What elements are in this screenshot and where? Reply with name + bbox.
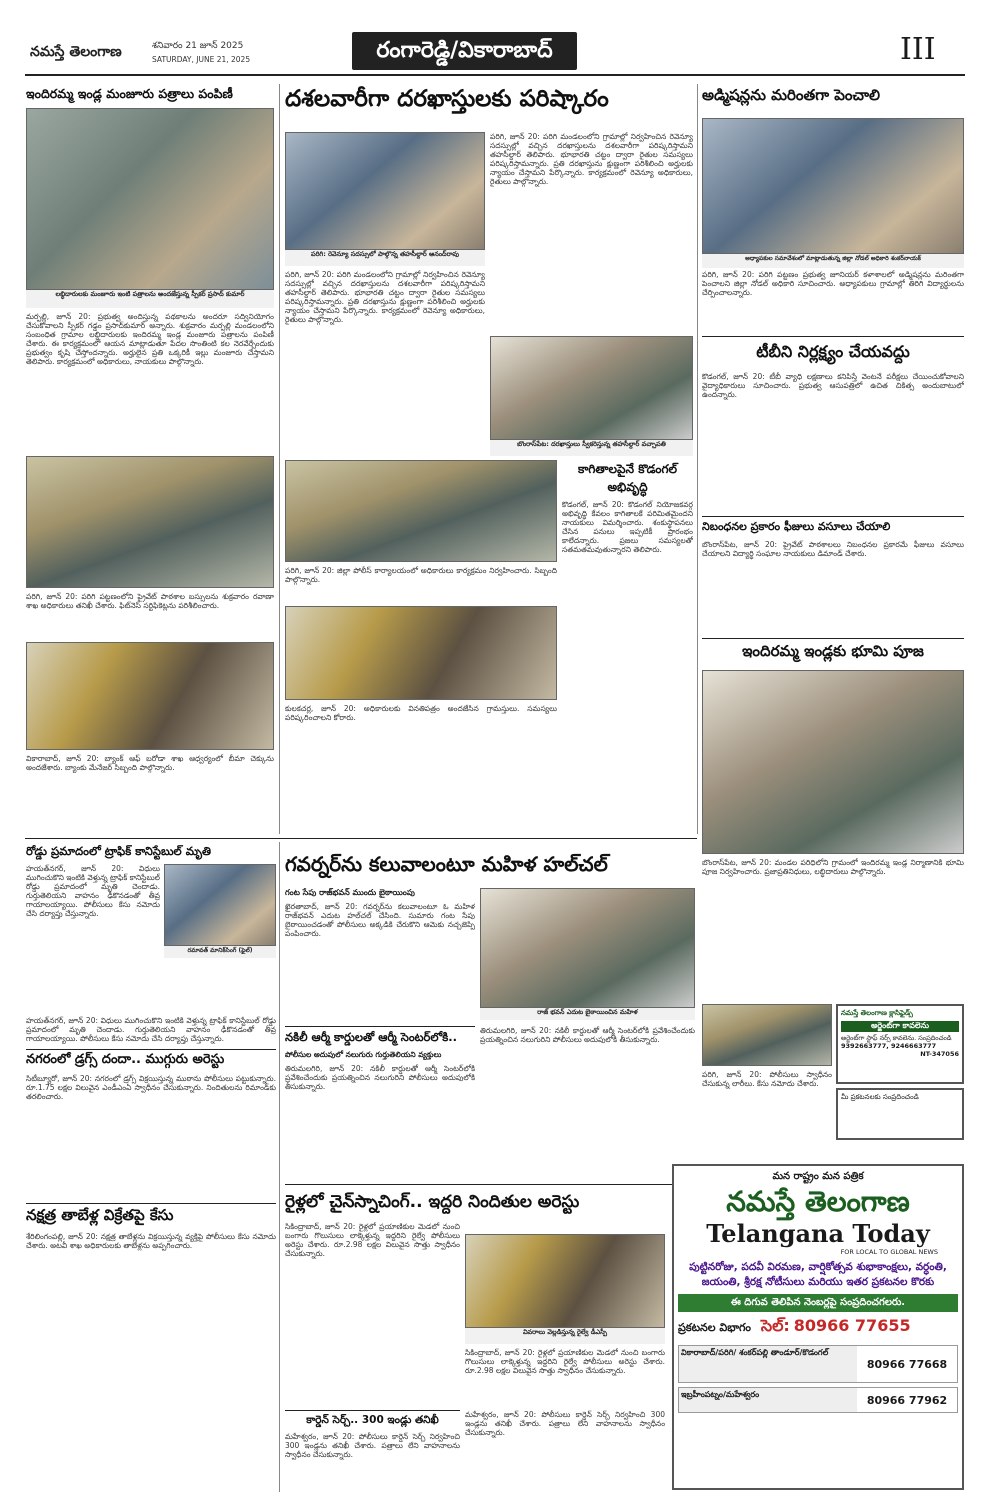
page-number: III [900, 32, 936, 67]
story-army [285, 1030, 475, 1047]
classified-code: NT-347056 [920, 1050, 959, 1058]
column-divider [279, 84, 280, 834]
story-tortoise [26, 1206, 276, 1228]
photo-admissions [702, 118, 964, 254]
classified-box [836, 1004, 964, 1084]
article-body: మర్పల్లి, జూన్ 20: ప్రభుత్వ అందిస్తున్న పథకాలను అందరూ సద్వినియోగం చేసుకోవాలని స్పీకర్ గడ్డం ప్రసాద్‌కుమార్ అన్నారు. శుక్రవారం మర్పల్లి మండలంలోని సంబంధిత గ్రామాల లబ్ధిదారులకు ఇందిరమ్మ ఇండ్ల మంజూరు పత్రాలను పంపిణీ చేశారు. ఈ కార్యక్రమంలో ఆయన మాట్లాడుతూ పేదల సొంతింటి కల నెరవేర్చేందుకు ప్రభుత్వం కృషి చేస్తోందన్నారు. అర్హులైన ప్రతి ఒక్కరికీ ఇల్లు మంజూరు చేస్తామని తెలిపారు. కార్యక్రమంలో అధికారులు, నాయకులు పాల్గొన్నారు. [26, 312, 274, 366]
article-body: మహేశ్వరం, జూన్ 20: పోలీసులు కార్డెన్ సెర్చ్ నిర్వహించి 300 ఇండ్లను తనిఖీ చేశారు. పత్రాలు లేని వాహనాలను స్వాధీనం చేసుకున్నారు. [465, 1410, 665, 1437]
ad-row [678, 1387, 958, 1413]
section-rule [25, 838, 697, 839]
story-cordon [285, 1414, 460, 1429]
photo-kulkacharla [285, 606, 557, 700]
headline: కాగితాలపైనే కొడంగల్ అభివృద్ధి [578, 462, 677, 494]
classified-notice [836, 1088, 964, 1140]
article-body: సికింద్రాబాద్, జూన్ 20: రైళ్లలో ప్రయాణికుల మెడలో నుంచి బంగారు గొలుసులు లాక్కెళ్తున్న ఇద్దరిని రైల్వే పోలీసులు అరెస్టు చేశారు. రూ.2.98 లక్షల విలువైన సొత్తు స్వాధీనం చేసుకున్నారు. [465, 1348, 665, 1375]
headline: టీబీని నిర్లక్ష్యం చేయవద్దు [756, 342, 910, 361]
headline: కార్డెన్ సెర్చ్.. 300 ఇండ్లు తనిఖీ [306, 1414, 439, 1426]
article-body: మహేశ్వరం, జూన్ 20: పోలీసులు కార్డెన్ సెర్చ్ నిర్వహించి 300 ఇండ్లను తనిఖీ చేశారు. పత్రాలు లేని వాహనాలను స్వాధీనం చేసుకున్నారు. [285, 1432, 460, 1459]
photo-bank [26, 642, 274, 750]
article-body: పరిగి, జూన్ 20: పరిగి పట్టణంలోని ప్రైవేట్ పాఠశాల బస్సులను శుక్రవారం రవాణా శాఖ అధికారులు తనిఖీ చేశారు. ఫిట్‌నెస్ సర్టిఫికెట్లను పరిశీలించారు. [26, 592, 274, 610]
caption: రాజ్ భవన్ ఎదుట బైఠాయించిన మహిళ [480, 1008, 695, 1020]
story-rule [702, 516, 964, 517]
caption: లబ్ధిదారులకు మంజూరు ఇంటి పత్రాలను అందజేస్తున్న స్పీకర్ ప్రసాద్ కుమార్ [26, 290, 274, 308]
article-body: సికింద్రాబాద్, జూన్ 20: రైళ్లలో ప్రయాణికుల మెడలో నుంచి బంగారు గొలుసులు లాక్కెళ్తున్న ఇద్దరిని రైల్వే పోలీసులు అరెస్టు చేశారు. రూ.2.98 లక్షల విలువైన సొత్తు స్వాధీనం చేసుకున్నారు. [285, 1222, 460, 1258]
headline: రోడ్డు ప్రమాదంలో ట్రాఫిక్ కానిస్టేబుల్ మృతి [26, 844, 212, 858]
ad-row-area: వికారాబాద్/పరిగి/ శంకర్‌పల్లి తాండూర్/కొడంగల్ [679, 1346, 857, 1382]
article-body: బొంరాస్‌పేట, జూన్ 20: మండల పరిధిలోని గ్రామంలో ఇందిరమ్మ ఇండ్ల నిర్మాణానికి భూమి పూజ నిర్వహించారు. ప్రజాప్రతినిధులు, లబ్ధిదారులు పాల్గొన్నారు. [702, 858, 964, 876]
headline: గవర్నర్‌ను కలువాలంటూ మహిళ హల్‌చల్ [285, 852, 608, 876]
classified-brand: నమస్తే తెలంగాణ క్లాసిఫైడ్స్ [841, 1009, 913, 1017]
ad-row-phone: 80966 77668 [866, 1357, 948, 1371]
article-body: కొడంగల్, జూన్ 20: టీబీ వ్యాధి లక్షణాలు కనిపిస్తే వెంటనే పరీక్షలు చేయించుకోవాలని వైద్యాధికారులు సూచించారు. ప్రభుత్వ ఆసుపత్రిలో ఉచిత చికిత్స అందుబాటులో ఉందన్నారు. [702, 372, 964, 399]
ad-dept-row [678, 1316, 958, 1339]
masthead-date [152, 40, 250, 66]
story-accident [26, 844, 276, 861]
article-body: పరిగి, జూన్ 20: పరిగి మండలంలోని గ్రామాల్లో నిర్వహించిన రెవెన్యూ సదస్సుల్లో వచ్చిన దరఖాస్తులను దశలవారీగా పరిష్కరిస్తామని తహసీల్దార్ తెలిపారు. భూభారతి చట్టం ద్వారా రైతుల సమస్యలు పరిష్కరిస్తామన్నారు. ప్రతి దరఖాస్తును క్షుణ్ణంగా పరిశీలించి అర్హులకు న్యాయం చేస్తామని పేర్కొన్నారు. కార్యక్రమంలో రెవెన్యూ అధికారులు, రైతులు పాల్గొన్నారు. [490, 132, 693, 186]
masthead-date-te: శనివారం 21 జూన్ 2025 [152, 41, 244, 51]
headline: ఇందిరమ్మ ఇండ్ల మంజూరు పత్రాలు పంపిణీ [26, 86, 233, 101]
story-rule [702, 638, 964, 639]
ad-brand-sub: FOR LOCAL TO GLOBAL NEWS [840, 1248, 938, 1256]
kicker: గంట సేపు రాజ్‌భవన్ ముందు బైఠాయింపు [285, 888, 415, 897]
story-admissions [702, 86, 964, 108]
house-ad [672, 1164, 964, 1490]
story-rule [285, 1026, 475, 1027]
photo-schoolbus [26, 456, 274, 588]
photo-rajbhavan [480, 888, 695, 1008]
caption: రమావత్ మానిక్‌సింగ్ (ఫైల్) [164, 946, 276, 958]
article-body: ఖైరతాబాద్, జూన్ 20: గవర్నర్‌ను కలువాలంటూ ఓ మహిళ రాజ్‌భవన్ ఎదుట హల్‌చల్ చేసింది. సుమారు గంట సేపు బైఠాయించడంతో పోలీసులు అక్కడికి చేరుకొని ఆమెకు నచ్చజెప్పి పంపించారు. [285, 902, 475, 938]
story-indiramma [26, 86, 274, 105]
headline: నిబంధనల ప్రకారం ఫీజులు వసూలు చేయాలి [702, 520, 891, 533]
story-rule [285, 1410, 460, 1411]
article-body: పరిగి, జూన్ 20: జిల్లా పోలీస్ కార్యాలయంలో అధికారులు కార్యక్రమం నిర్వహించారు. సిబ్బంది పాల్గొన్నారు. [285, 566, 557, 584]
story-rule [26, 1203, 276, 1204]
section-title: రంగారెడ్డి/వికారాబాద్ [352, 32, 577, 70]
article-body: పరిగి, జూన్ 20: పరిగి పట్టణం ప్రభుత్వ జూనియర్ కళాశాలలో అడ్మిషన్లను మరింతగా పెంచాలని జిల్లా నోడల్ అధికారి సూచించారు. అధ్యాపకులు గ్రామాల్లో తిరిగి విద్యార్థులను చేర్పించాలన్నారు. [702, 270, 964, 297]
story-rule [26, 1049, 276, 1050]
photo-lorry [702, 1004, 832, 1066]
article-body: బొంరాస్‌పేట, జూన్ 20: ప్రైవేట్ పాఠశాలలు నిబంధనల ప్రకారమే ఫీజులు వసూలు చేయాలని విద్యార్థి సంఘాల నాయకులు డిమాండ్ చేశారు. [702, 540, 964, 558]
photo-bhoomipuja [702, 670, 964, 854]
ad-row-area: ఇబ్రహీంపట్నం/మహేశ్వరం [679, 1388, 857, 1412]
story-chain [285, 1192, 695, 1216]
headline: దశలవారీగా దరఖాస్తులకు పరిష్కారం [285, 86, 609, 112]
photo-railway [465, 1234, 665, 1328]
story-governor [285, 852, 695, 881]
photo-bomraspet [490, 336, 693, 440]
masthead-date-en: SATURDAY, JUNE 21, 2025 [152, 55, 251, 64]
photo-revenue-sadassu [285, 132, 485, 250]
ad-occasions: పుట్టినరోజు, పదవీ విరమణ, వార్షికోత్సవ శుభాకాంక్షలు, వర్ధంతి, జయంతి, శ్రీరక్ష నోటీసులు మరియు ఇతర ప్రకటనల కొరకు [689, 1261, 947, 1288]
story-fees [702, 520, 964, 536]
kicker: పోలీసుల అదుపులో నలుగురు గుర్తుతెలియని వ్యక్తులు [285, 1050, 442, 1059]
masthead-rule [25, 74, 965, 76]
caption: అధ్యాపకుల సమావేశంలో మాట్లాడుతున్న జిల్లా నోడల్ అధికారి శంకర్‌నాయక్ [702, 254, 964, 268]
ad-cell-label: సెల్: [760, 1316, 790, 1335]
photo-indiramma [26, 108, 274, 290]
article-body: పరిగి, జూన్ 20: పోలీసులు స్వాధీనం చేసుకున్న లారీలు. కేసు నమోదు చేశారు. [702, 1070, 832, 1088]
headline: నగరంలో డ్రగ్స్ దందా.. ముగ్గురు అరెస్టు [26, 1052, 225, 1067]
photo-police [285, 460, 557, 562]
ad-dept: ప్రకటనల విభాగం [678, 1321, 752, 1334]
story-darakhastu [285, 86, 693, 118]
headline: నకిలీ ఆర్మీ కార్డులతో ఆర్మీ సెంటర్‌లోకి.. [285, 1030, 457, 1044]
article-body: వికారాబాద్, జూన్ 20: బ్యాంక్ ఆఫ్ బరోడా శాఖ ఆధ్వర్యంలో బీమా చెక్కును అందజేశారు. బ్యాంకు మేనేజర్ సిబ్బంది పాల్గొన్నారు. [26, 754, 274, 772]
story-bhoomipuja [702, 642, 964, 664]
article-body: కులకచర్ల, జూన్ 20: అధికారులకు వినతిపత్రం అందజేసిన గ్రామస్తులు. సమస్యలు పరిష్కరించాలని కోరారు. [285, 704, 557, 722]
caption: పరిగి: రెవెన్యూ సదస్సులో పాల్గొన్న తహసీల్దార్ ఆనంద్‌రావు [285, 250, 485, 266]
headline: అడ్మిషన్లను మరింతగా పెంచాలి [702, 86, 881, 104]
ad-tagline: మన రాష్ట్రం మన పత్రిక [772, 1171, 864, 1182]
story-rule [285, 1184, 695, 1185]
story-drugs [26, 1052, 276, 1070]
ad-cta: ఈ దిగువ తెలిపిన నెంబర్లపై సంప్రదించగలరు. [678, 1294, 958, 1312]
classified-heading: అర్జెంట్‌గా కావలెను [841, 1021, 959, 1032]
headline: రైళ్లలో చైన్‌స్నాచింగ్.. ఇద్దరి నిందితుల అరెస్టు [285, 1192, 580, 1212]
caption: వివరాలు వెల్లడిస్తున్న రైల్వే డీఎస్పీ [465, 1328, 665, 1344]
column-divider [697, 84, 698, 834]
article-body: కొడంగల్, జూన్ 20: కొడంగల్ నియోజకవర్గ అభివృద్ధి కేవలం కాగితాలకే పరిమితమైందని నాయకులు విమర్శించారు. శంకుస్థాపనలు చేసిన పనులు ఇప్పటికీ ప్రారంభం కాలేదన్నారు. ప్రజలు సమస్యలతో సతమతమవుతున్నారని తెలిపారు. [562, 500, 693, 554]
article-body: శేరిలింగంపల్లి, జూన్ 20: నక్షత్ర తాబేళ్లను విక్రయిస్తున్న వ్యక్తిపై పోలీసులు కేసు నమోదు చేశారు. అటవీ శాఖ అధికారులకు తాబేళ్లను అప్పగించారు. [26, 1232, 276, 1250]
ad-brand-te: నమస్తే తెలంగాణ [726, 1185, 910, 1218]
masthead-logo: నమస్తే తెలంగాణ [30, 44, 122, 60]
article-body: తిరుమలగిరి, జూన్ 20: నకిలీ కార్డులతో ఆర్మీ సెంటర్‌లోకి ప్రవేశించేందుకు ప్రయత్నించిన నలుగురిని పోలీసులు అదుపులోకి తీసుకున్నారు. [285, 1064, 475, 1091]
article-body: తిరుమలగిరి, జూన్ 20: నకిలీ కార్డులతో ఆర్మీ సెంటర్‌లోకి ప్రవేశించేందుకు ప్రయత్నించిన నలుగురిని పోలీసులు అదుపులోకి తీసుకున్నారు. [480, 1026, 695, 1044]
article-body: హయత్‌నగర్, జూన్ 20: విధులు ముగించుకొని ఇంటికి వెళ్తున్న ట్రాఫిక్ కానిస్టేబుల్ రోడ్డు ప్రమాదంలో మృతి చెందాడు. గుర్తుతెలియని వాహనం ఢీకొనడంతో తీవ్ర గాయాలయ్యాయి. పోలీసులు కేసు నమోదు చేసి దర్యాప్తు చేస్తున్నారు. [26, 864, 160, 918]
column-divider [279, 842, 280, 1492]
article-body: సిటీబ్యూరో, జూన్ 20: నగరంలో డ్రగ్స్ విక్రయిస్తున్న ముఠాను పోలీసులు పట్టుకున్నారు. రూ.1.75 లక్షల విలువైన ఎండీఎంఏ స్వాధీనం చేసుకున్నారు. నిందితులను రిమాండ్‌కు తరలించారు. [26, 1074, 276, 1101]
story-tb [702, 342, 964, 365]
classified-notice-text: మీ ప్రకటనలకు సంప్రదించండి [841, 1093, 919, 1101]
ad-row [678, 1345, 958, 1383]
ad-brand-en: Telangana Today [706, 1219, 930, 1248]
story-rule [702, 336, 964, 337]
story-kodangal [562, 460, 693, 496]
classified-body: అర్జెంట్‌గా స్టాఫ్ నర్స్ కావలెను. సంప్రదించండి [841, 1034, 952, 1042]
ad-cell: 80966 77655 [793, 1316, 911, 1335]
article-body: పరిగి, జూన్ 20: పరిగి మండలంలోని గ్రామాల్లో నిర్వహించిన రెవెన్యూ సదస్సుల్లో వచ్చిన దరఖాస్తులను దశలవారీగా పరిష్కరిస్తామని తహసీల్దార్ తెలిపారు. భూభారతి చట్టం ద్వారా రైతుల సమస్యలు పరిష్కరిస్తామన్నారు. ప్రతి దరఖాస్తును క్షుణ్ణంగా పరిశీలించి అర్హులకు న్యాయం చేస్తామని పేర్కొన్నారు. కార్యక్రమంలో రెవెన్యూ అధికారులు, రైతులు పాల్గొన్నారు. [285, 270, 485, 324]
headline: ఇందిరమ్మ ఇండ్లకు భూమి పూజ [742, 642, 924, 660]
photo-constable [164, 864, 276, 946]
classified-phone: 9392663777, 9246663777 [841, 1042, 937, 1050]
headline: నక్షత్ర తాబేళ్ల విక్రేతపై కేసు [26, 1206, 174, 1224]
article-body: హయత్‌నగర్, జూన్ 20: విధులు ముగించుకొని ఇంటికి వెళ్తున్న ట్రాఫిక్ కానిస్టేబుల్ రోడ్డు ప్రమాదంలో మృతి చెందాడు. గుర్తుతెలియని వాహనం ఢీకొనడంతో తీవ్ర గాయాలయ్యాయి. పోలీసులు కేసు నమోదు చేసి దర్యాప్తు చేస్తున్నారు. [26, 1016, 276, 1043]
ad-row-phone: 80966 77962 [866, 1393, 948, 1407]
caption: బొంరాస్‌పేట: దరఖాస్తులు స్వీకరిస్తున్న తహసీల్దార్ వచ్చాపతి [490, 440, 693, 456]
